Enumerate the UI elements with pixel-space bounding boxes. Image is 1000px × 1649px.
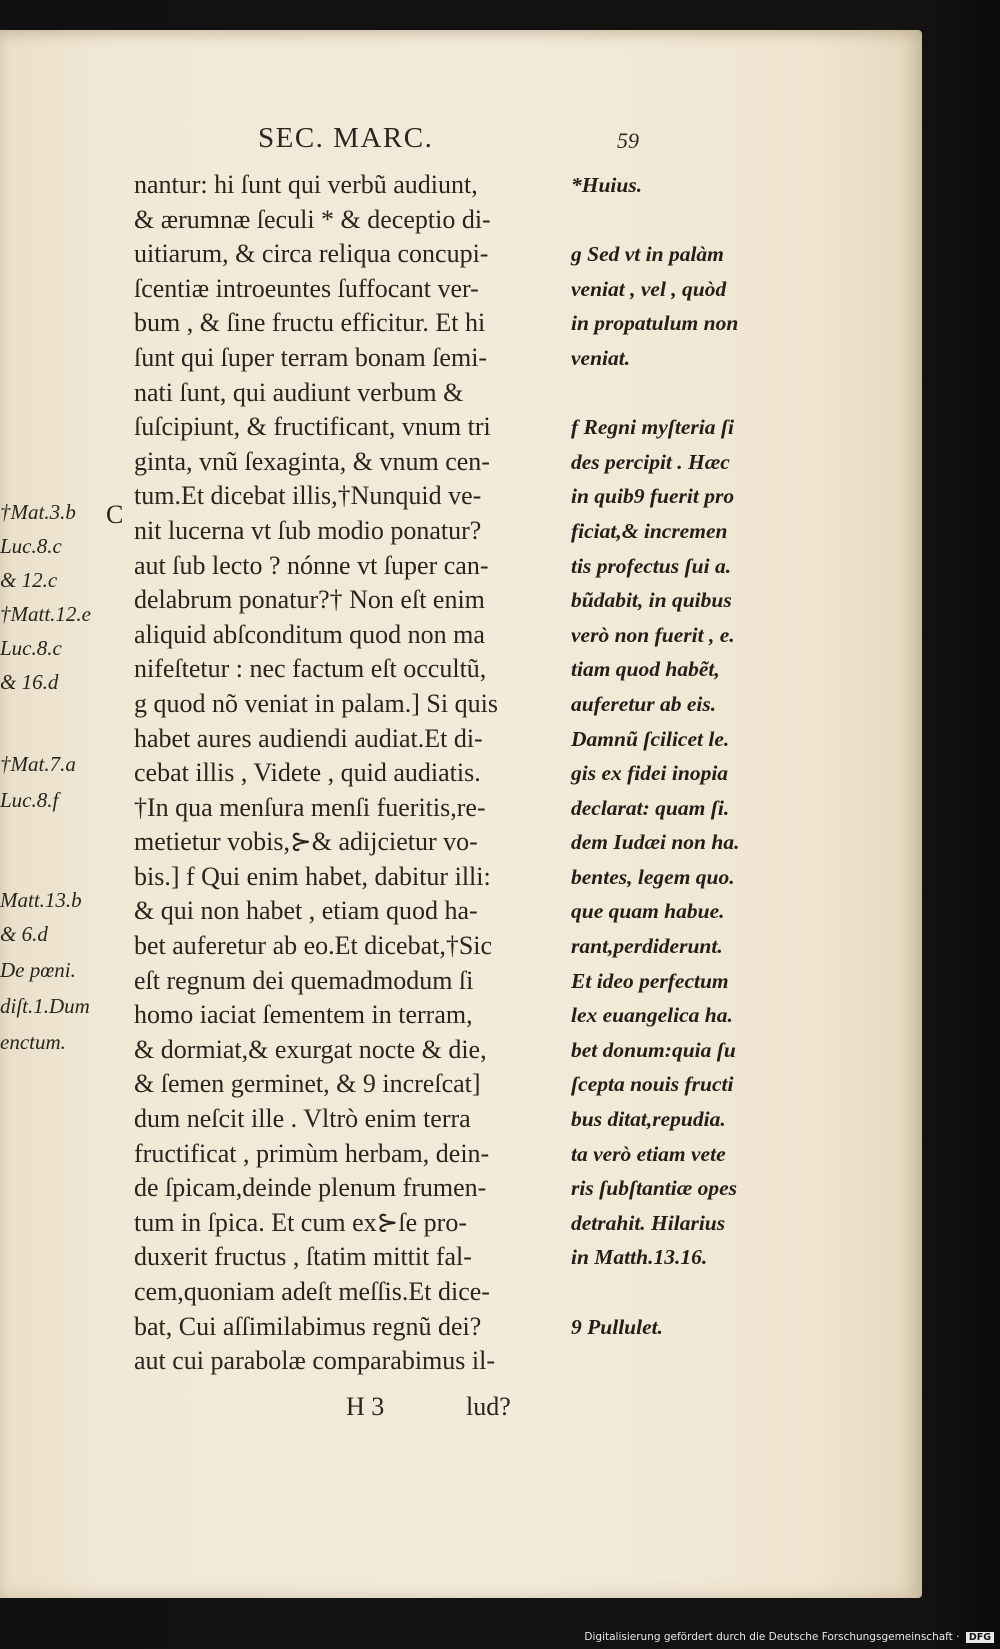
text-line: tum.Et dicebat illis,†Nunquid ve- <box>134 481 482 511</box>
reference-note: Luc.8.c <box>0 636 62 660</box>
margin-note-line: tiam quod habẽt, <box>571 657 720 682</box>
margin-note-line: ſcepta nouis fructi <box>571 1072 734 1097</box>
text-line: nifeſtetur : nec factum eſt occultũ, <box>134 654 487 684</box>
text-line: nit lucerna vt ſub modio ponatur? <box>134 515 482 545</box>
text-line: bat, Cui aſſimilabimus regnũ dei? <box>134 1311 482 1341</box>
reference-note: Luc.8.c <box>0 534 62 558</box>
signature-mark: H 3 <box>346 1392 385 1421</box>
margin-note-line: bet donum:quia ſu <box>571 1037 736 1062</box>
text-line: aliquid abſconditum quod non ma <box>134 619 485 649</box>
text-line: †In qua menſura menſi fueritis,re- <box>134 792 486 822</box>
margin-note-line: rant,perdiderunt. <box>571 934 723 959</box>
reference-note: Matt.13.b <box>0 888 82 912</box>
catchword: lud? <box>466 1392 511 1421</box>
margin-note-line: detrahit. Hilarius <box>571 1210 726 1235</box>
margin-note-line: Damnũ ſcilicet le. <box>571 726 730 751</box>
text-line: ſunt qui ſuper terram bonam ſemi- <box>134 342 488 372</box>
text-line: cebat illis , Videte , quid audiatis. <box>134 758 481 788</box>
reference-note: Luc.8.f <box>0 788 59 812</box>
reference-note: diſt.1.Dum <box>0 994 90 1018</box>
reference-note: enctum. <box>0 1030 66 1054</box>
margin-note-line: auferetur ab eis. <box>571 691 717 716</box>
reference-note: & 16.d <box>0 670 59 694</box>
reference-note: †Mat.3.b <box>0 500 76 524</box>
text-line: eſt regnum dei quemadmodum ſi <box>134 965 474 995</box>
text-line: & dormiat,& exurgat nocte & die, <box>134 1034 487 1064</box>
reference-note: †Matt.12.e <box>0 602 91 626</box>
margin-note-line: ta verò etiam vete <box>571 1141 726 1166</box>
text-line: tum in ſpica. Et cum ex⊱ſe pro- <box>134 1207 467 1237</box>
margin-note-line: lex euangelica ha. <box>571 1003 733 1028</box>
text-line: habet aures audiendi audiat.Et di- <box>134 723 483 753</box>
margin-note-line <box>571 376 821 411</box>
text-line: & ærumnæ ſeculi * & deceptio di- <box>134 204 491 234</box>
margin-note-line: f Regni myſteria ſi <box>571 415 735 440</box>
margin-note-line: Et ideo perfectum <box>571 968 729 993</box>
text-line: aut cui parabolæ comparabimus il- <box>134 1346 496 1376</box>
book-page <box>0 30 922 1598</box>
margin-note-line: in propatulum non <box>571 311 739 336</box>
margin-note-line: ficiat,& incremen <box>571 518 728 543</box>
text-line: ſcentiæ introeuntes ſuffocant ver- <box>134 273 479 303</box>
margin-note-line: dem Iudæi non ha. <box>571 830 740 855</box>
text-line: fructificat , primùm herbam, dein- <box>134 1138 490 1168</box>
text-line: & ſemen germinet, & 9 increſcat] <box>134 1069 481 1099</box>
margin-note-line: *Huius. <box>571 173 643 197</box>
margin-note-line: verò non fuerit , e. <box>571 622 735 647</box>
text-line: metietur vobis,⊱& adijcietur vo- <box>134 827 478 857</box>
main-text-column <box>134 168 574 1379</box>
text-line: dum neſcit ille . Vltrò enim terra <box>134 1104 471 1134</box>
margin-note-line: in Matth.13.16. <box>571 1245 708 1270</box>
text-line: bet auferetur ab eo.Et dicebat,†Sic <box>134 931 493 961</box>
text-line: bum , & ſine fructu efficitur. Et hi <box>134 308 486 338</box>
margin-note-line: que quam habue. <box>571 899 725 924</box>
margin-note-line: declarat: quam ſi. <box>571 795 730 820</box>
margin-note-line: veniat. <box>571 345 631 370</box>
margin-note-line: des percipit . Hæc <box>571 449 730 474</box>
text-line: de ſpicam,deinde plenum frumen- <box>134 1173 487 1203</box>
margin-note-line: 9 Pullulet. <box>571 1314 663 1339</box>
margin-note-line: g Sed vt in palàm <box>571 242 724 267</box>
margin-note-line <box>571 203 821 238</box>
reference-note: & 6.d <box>0 922 48 946</box>
text-line: duxerit fructus , ſtatim mittit fal- <box>134 1242 472 1272</box>
right-margin-notes <box>571 168 821 1344</box>
text-line: & qui non habet , etiam quod ha- <box>134 896 478 926</box>
page-header <box>258 122 698 162</box>
reference-note: De pœni. <box>0 958 76 982</box>
margin-note-line <box>571 1275 821 1310</box>
text-line: cem,quoniam adeſt meſſis.Et dice- <box>134 1277 490 1306</box>
margin-note-line: bũdabit, in quibus <box>571 588 732 613</box>
reference-note: †Mat.7.a <box>0 752 76 776</box>
text-line: bis.] f Qui enim habet, dabitur illi: <box>134 861 491 891</box>
margin-note-line: veniat , vel , quòd <box>571 276 727 301</box>
margin-note-line: tis profectus ſui a. <box>571 553 732 578</box>
text-line: g quod nõ veniat in palam.] Si quis <box>134 688 498 718</box>
page-footer <box>346 1392 586 1428</box>
margin-note-line: ris ſubſtantiæ opes <box>571 1176 738 1201</box>
margin-note-line: bentes, legem quo. <box>571 864 735 889</box>
credit-text: Digitalisierung gefördert durch die Deutsche Forschungsgemeinschaft · <box>584 1631 960 1643</box>
margin-note-line: bus ditat,repudia. <box>571 1107 726 1132</box>
digitization-credit <box>574 1631 994 1646</box>
running-head: SEC. MARC. <box>258 122 434 154</box>
section-letter: C <box>106 500 124 529</box>
margin-note-line: gis ex fidei inopia <box>571 761 729 786</box>
dfg-logo: DFG <box>966 1632 994 1643</box>
reference-note: & 12.c <box>0 568 58 592</box>
margin-note-line: in quib9 fuerit pro <box>571 484 735 509</box>
text-line: ginta, vnũ ſexaginta, & vnum cen- <box>134 446 490 476</box>
text-line: delabrum ponatur?† Non eſt enim <box>134 585 485 615</box>
text-line: uitiarum, & circa reliqua concupi- <box>134 239 489 269</box>
text-line: homo iaciat ſementem in terram, <box>134 1000 473 1030</box>
text-line: nati ſunt, qui audiunt verbum & <box>134 377 464 407</box>
text-line: aut ſub lecto ? nónne vt ſuper can- <box>134 550 489 580</box>
page-number: 59 <box>617 128 639 153</box>
text-line: ſuſcipiunt, & fructificant, vnum tri <box>134 412 491 442</box>
text-line: nantur: hi ſunt qui verbũ audiunt, <box>134 170 478 199</box>
